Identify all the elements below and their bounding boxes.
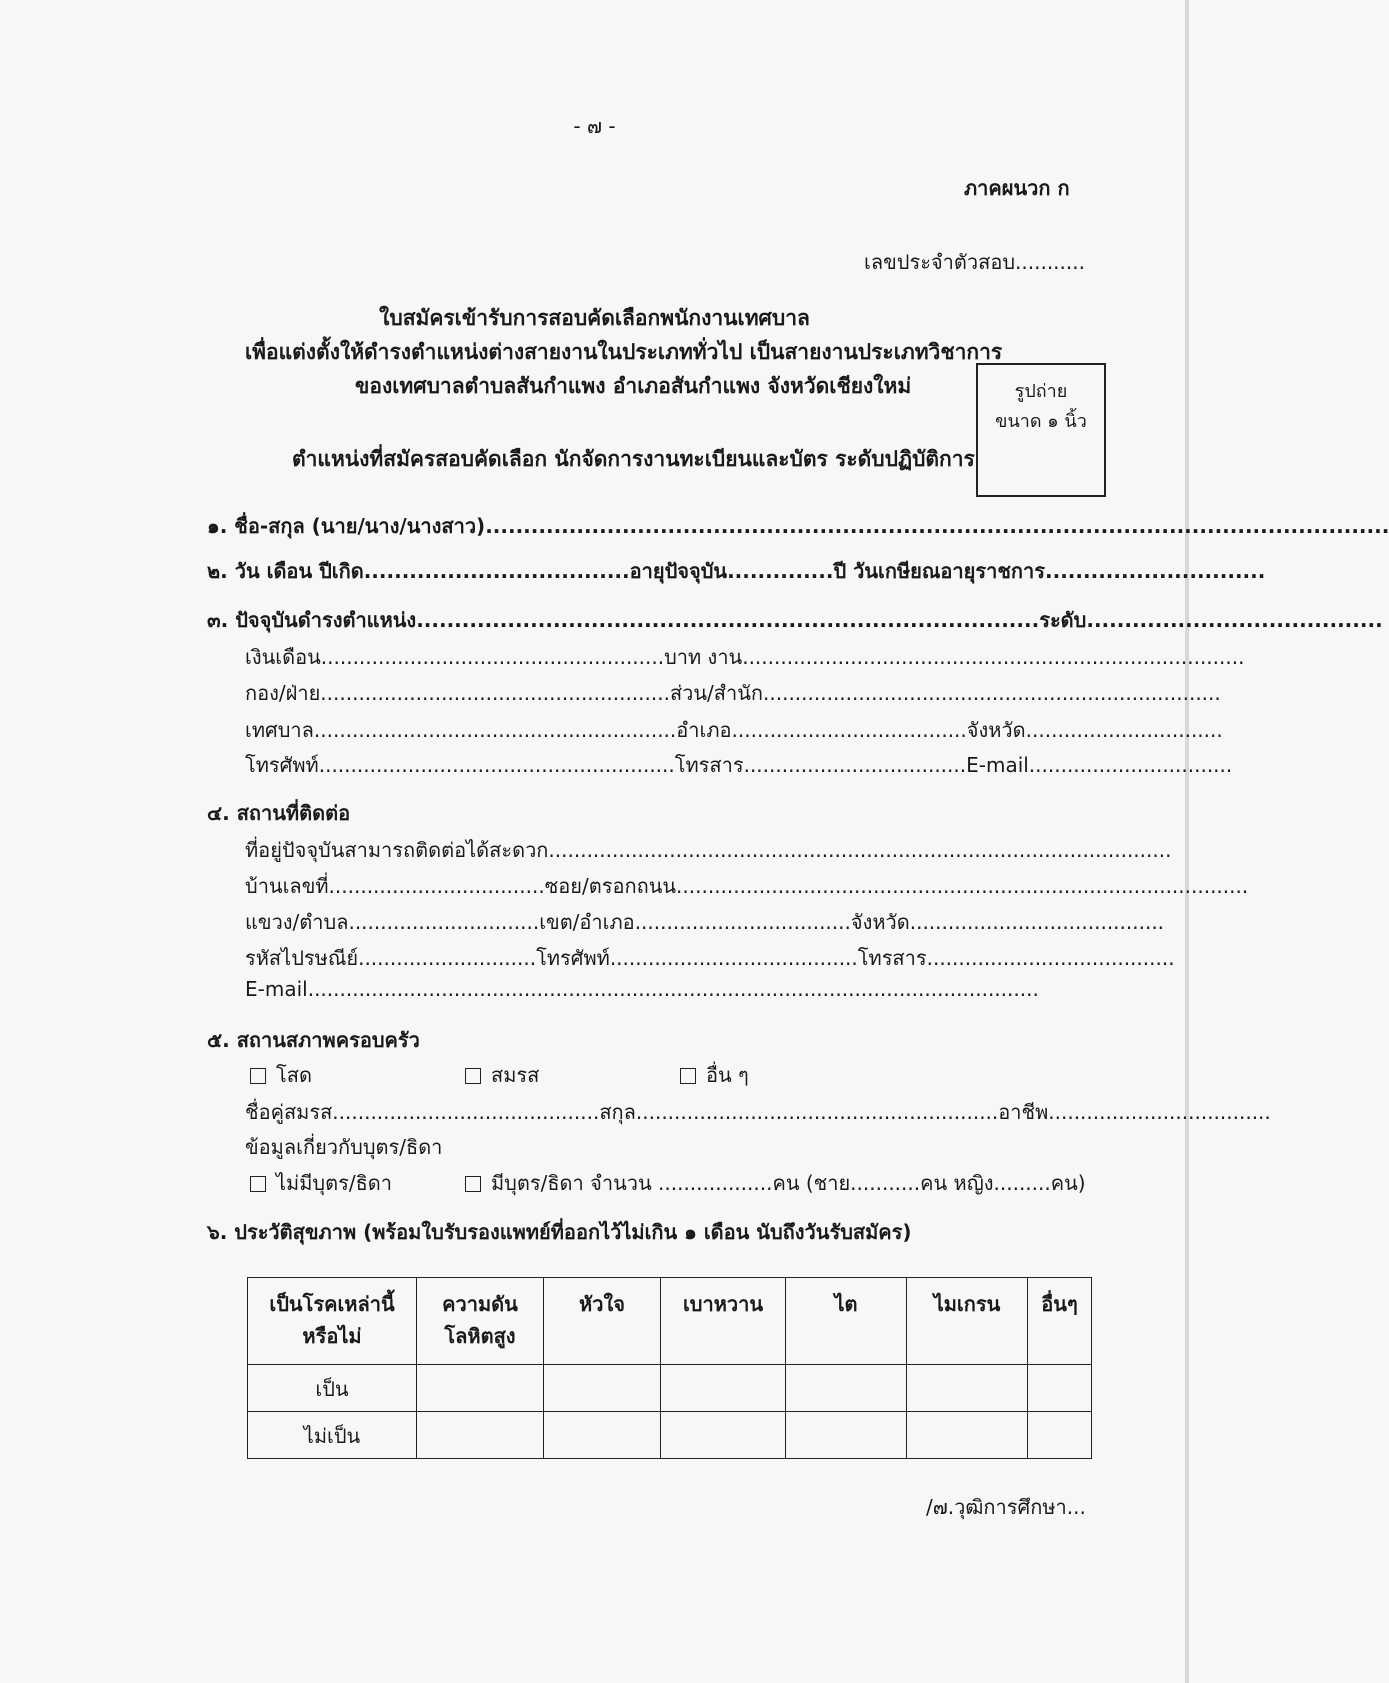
health-table [247, 1277, 1092, 1459]
current-position-field[interactable]: ๓. ปัจจุบันดำรงตำแหน่ง..................................................................................ระดับ....................................... [207, 608, 1383, 632]
no-children-option[interactable] [250, 1167, 392, 1199]
family-status-heading: ๕. สถานสภาพครอบครัว [207, 1028, 420, 1052]
table-cell[interactable] [417, 1365, 544, 1412]
birthdate-field[interactable]: ๒. วัน เดือน ปีเกิด...................................อายุปัจจุบัน..............ปี วันเกษียณอายุราชการ............................. [207, 559, 1266, 583]
checkbox-icon[interactable] [250, 1068, 266, 1084]
has-children-label: มีบุตร/ธิดา จำนวน ..................คน (ชาย...........คน หญิง.........คน) [491, 1171, 1086, 1195]
table-cell[interactable] [907, 1412, 1028, 1459]
table-cell[interactable] [1028, 1365, 1092, 1412]
health-table-header-row [248, 1278, 1092, 1365]
house-number-field[interactable]: บ้านเลขที่..................................ซอย/ตรอกถนน.......................................................................................... [245, 874, 1249, 898]
appendix-label: ภาคผนวก ก [964, 176, 1070, 200]
table-cell[interactable] [786, 1412, 907, 1459]
contact-address-field[interactable]: ที่อยู่ปัจจุบันสามารถติดต่อได้สะดวก.................................................................................................. [245, 838, 1172, 862]
photo-label: รูปถ่าย [1014, 381, 1068, 402]
photo-size-label: ขนาด ๑ นิ้ว [995, 411, 1087, 432]
checkbox-icon[interactable] [465, 1068, 481, 1084]
name-field[interactable]: ๑. ชื่อ-สกุล (นาย/นาง/นางสาว)....................................................................................................................... [207, 514, 1389, 538]
photo-box[interactable] [976, 363, 1106, 497]
has-children-option[interactable] [465, 1167, 1086, 1199]
table-cell[interactable] [544, 1412, 661, 1459]
health-col-header: ไต [786, 1278, 907, 1365]
table-cell[interactable] [661, 1412, 786, 1459]
no-children-label: ไม่มีบุตร/ธิดา [276, 1171, 393, 1195]
page-number: - ๗ - [573, 114, 616, 138]
health-col-header: เบาหวาน [661, 1278, 786, 1365]
municipality-field[interactable]: เทศบาล.........................................................อำเภอ.....................................จังหวัด............................... [245, 718, 1223, 742]
health-col-header: หัวใจ [544, 1278, 661, 1365]
status-other-label: อื่น ๆ [706, 1063, 749, 1087]
table-cell[interactable] [661, 1365, 786, 1412]
health-col-header: ความดัน โลหิตสูง [417, 1278, 544, 1365]
next-page-continuation: /๗.วุฒิการศึกษา... [926, 1495, 1086, 1519]
status-other-option[interactable] [680, 1059, 749, 1091]
checkbox-icon[interactable] [680, 1068, 696, 1084]
table-cell[interactable] [417, 1412, 544, 1459]
table-cell[interactable] [1028, 1412, 1092, 1459]
position-applied: ตำแหน่งที่สมัครสอบคัดเลือก นักจัดการงานทะเบียนและบัตร ระดับปฏิบัติการ [292, 447, 975, 471]
children-info-label: ข้อมูลเกี่ยวกับบุตร/ธิดา [245, 1135, 443, 1159]
form-title-line1: ใบสมัครเข้ารับการสอบคัดเลือกพนักงานเทศบาล [379, 306, 810, 330]
table-row [248, 1412, 1092, 1459]
row-label-yes: เป็น [248, 1365, 417, 1412]
health-col-header: อื่นๆ [1028, 1278, 1092, 1365]
contact-section-heading: ๔. สถานที่ติดต่อ [207, 801, 351, 825]
table-cell[interactable] [544, 1365, 661, 1412]
table-row [248, 1365, 1092, 1412]
status-single-label: โสด [276, 1063, 312, 1087]
spouse-field[interactable]: ชื่อคู่สมรส..........................................สกุล.........................................................อาชีพ................................... [245, 1100, 1271, 1124]
health-col-header: เป็นโรคเหล่านี้ หรือไม่ [248, 1278, 417, 1365]
form-title-line2: เพื่อแต่งตั้งให้ดำรงตำแหน่งต่างสายงานในประเภททั่วไป เป็นสายงานประเภทวิชาการ [245, 340, 1003, 364]
status-married-option[interactable] [465, 1059, 539, 1091]
table-cell[interactable] [786, 1365, 907, 1412]
contact-email-field[interactable]: E-mail................................................................................................................... [245, 977, 1039, 1001]
work-phone-field[interactable]: โทรศัพท์........................................................โทรสาร...................................E-mail................................ [245, 753, 1233, 777]
division-field[interactable]: กอง/ฝ่าย.......................................................ส่วน/สำนัก........................................................................ [245, 681, 1221, 705]
checkbox-icon[interactable] [250, 1176, 266, 1192]
health-history-heading: ๖. ประวัติสุขภาพ (พร้อมใบรับรองแพทย์ที่ออกไว้ไม่เกิน ๑ เดือน นับถึงวันรับสมัคร) [207, 1220, 912, 1244]
subdistrict-field[interactable]: แขวง/ตำบล..............................เขต/อำเภอ..................................จังหวัด........................................ [245, 910, 1165, 934]
postal-code-field[interactable]: รหัสไปรษณีย์............................โทรศัพท์.......................................โทรสาร....................................... [245, 946, 1175, 970]
form-title-line3: ของเทศบาลตำบลสันกำแพง อำเภอสันกำแพง จังหวัดเชียงใหม่ [355, 374, 912, 398]
status-married-label: สมรส [491, 1063, 540, 1087]
exam-id-field[interactable]: เลขประจำตัวสอบ........... [864, 250, 1085, 274]
row-label-no: ไม่เป็น [248, 1412, 417, 1459]
status-single-option[interactable] [250, 1059, 312, 1091]
health-col-header: ไมเกรน [907, 1278, 1028, 1365]
table-cell[interactable] [907, 1365, 1028, 1412]
page-edge [1185, 0, 1189, 1683]
salary-field[interactable]: เงินเดือน......................................................บาท งาน............................................................................... [245, 645, 1245, 669]
checkbox-icon[interactable] [465, 1176, 481, 1192]
